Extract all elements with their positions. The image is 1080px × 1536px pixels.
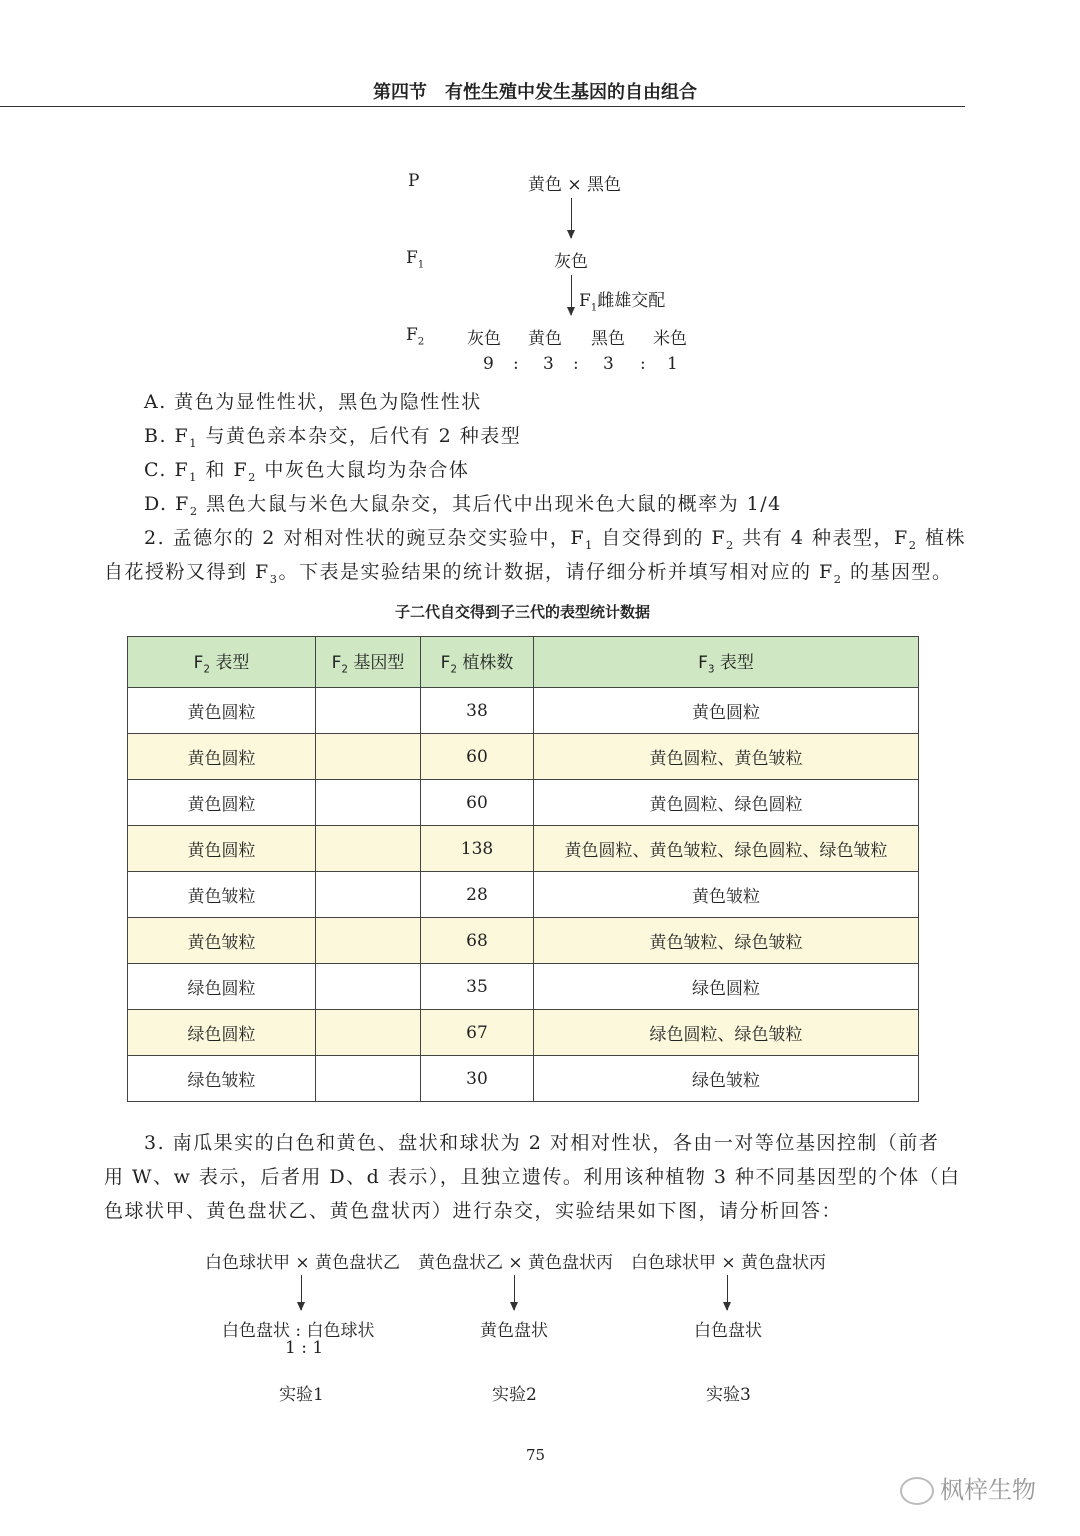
p-label: P <box>408 171 420 191</box>
cell-f3-phenotype: 黄色圆粒、黄色皱粒 <box>534 734 919 780</box>
option-c: C. $F_1$ 和 $F_2$ 中灰色大鼠均为杂合体 <box>144 459 470 484</box>
f2-phenotype: 灰色 <box>467 329 501 349</box>
cell-f2-phenotype: 黄色圆粒 <box>128 734 316 780</box>
table-row <box>128 780 919 826</box>
f3-data-table <box>127 636 919 1102</box>
table-row <box>128 918 919 964</box>
question-3-line2: 用 W、w 表示，后者用 D、d 表示），且独立遗传。利用该种植物 3 种不同基因型的个体（白 <box>104 1166 961 1188</box>
table-row <box>128 1010 919 1056</box>
cell-f2-genotype[interactable] <box>316 688 421 734</box>
table-row <box>128 826 919 872</box>
question-2-line2: 自花授粉又得到 $F_3$。下表是实验结果的统计数据，请仔细分析并填写相对应的 $F_2$ 的基因型。 <box>104 561 953 586</box>
ratio: 1 <box>667 354 678 374</box>
watermark: 枫梓生物 <box>900 1470 1036 1505</box>
cell-f2-genotype[interactable] <box>316 964 421 1010</box>
cell-f2-count: 30 <box>421 1056 534 1102</box>
cell-f2-count: 38 <box>421 688 534 734</box>
ratio: 3 <box>603 354 614 374</box>
ratio-sep: : <box>513 354 519 374</box>
question-3-line1: 3. 南瓜果实的白色和黄色、盘状和球状为 2 对相对性状，各由一对等位基因控制（前者 <box>144 1132 940 1154</box>
mating-label: $F_1$雌雄交配 <box>579 291 666 314</box>
col-f2-phenotype: $F_2$ 表型 <box>128 637 316 688</box>
arrow-down-icon <box>571 275 572 315</box>
cell-f2-genotype[interactable] <box>316 1010 421 1056</box>
cell-f2-count: 60 <box>421 780 534 826</box>
section-header: 第四节 有性生殖中发生基因的自由组合 <box>373 82 697 103</box>
option-a: A. 黄色为显性性状，黑色为隐性性状 <box>144 391 482 413</box>
table-row <box>128 872 919 918</box>
f2-phenotype: 黑色 <box>591 329 625 349</box>
cell-f2-count: 138 <box>421 826 534 872</box>
ratio-sep: : <box>573 354 579 374</box>
cell-f2-genotype[interactable] <box>316 918 421 964</box>
header-rule <box>0 106 965 107</box>
page-number: 75 <box>526 1446 546 1464</box>
option-d: D. $F_2$ 黑色大鼠与米色大鼠杂交，其后代中出现米色大鼠的概率为 1/4 <box>144 493 782 518</box>
f2-label: $F_2$ <box>406 325 425 348</box>
exp2-result: 黄色盘状 <box>480 1321 548 1341</box>
question-2-line1: 2. 孟德尔的 2 对相对性状的豌豆杂交实验中，$F_1$ 自交得到的 $F_2$ 共有 4 种表型，$F_2$ 植株 <box>144 527 966 552</box>
exp2-cross: 黄色盘状乙 × 黄色盘状丙 <box>418 1253 614 1273</box>
question-3-line3: 色球状甲、黄色盘状乙、黄色盘状丙）进行杂交，实验结果如下图，请分析回答： <box>104 1200 843 1222</box>
parents: 黄色 × 黑色 <box>528 175 622 195</box>
cell-f2-genotype[interactable] <box>316 780 421 826</box>
table-row <box>128 1056 919 1102</box>
cell-f2-genotype[interactable] <box>316 734 421 780</box>
col-f2-count: $F_2$ 植株数 <box>421 637 534 688</box>
f2-phenotype: 黄色 <box>528 329 562 349</box>
cell-f3-phenotype: 绿色圆粒、绿色皱粒 <box>534 1010 919 1056</box>
table-row <box>128 734 919 780</box>
arrow-down-icon <box>514 1275 515 1310</box>
ratio: 3 <box>543 354 554 374</box>
cell-f2-count: 67 <box>421 1010 534 1056</box>
f2-phenotype: 米色 <box>653 329 687 349</box>
wechat-icon <box>900 1477 934 1505</box>
col-f2-genotype: $F_2$ 基因型 <box>316 637 421 688</box>
arrow-down-icon <box>571 198 572 238</box>
cell-f2-count: 35 <box>421 964 534 1010</box>
arrow-down-icon <box>301 1275 302 1310</box>
cell-f2-phenotype: 绿色皱粒 <box>128 1056 316 1102</box>
cell-f3-phenotype: 黄色圆粒 <box>534 688 919 734</box>
cell-f3-phenotype: 黄色皱粒 <box>534 872 919 918</box>
arrow-down-icon <box>727 1275 728 1310</box>
exp1-cross: 白色球状甲 × 黄色盘状乙 <box>205 1253 401 1273</box>
exp3-cross: 白色球状甲 × 黄色盘状丙 <box>631 1253 827 1273</box>
table-title: 子二代自交得到子三代的表型统计数据 <box>394 603 650 621</box>
cell-f2-genotype[interactable] <box>316 1056 421 1102</box>
exp3-result: 白色盘状 <box>694 1321 762 1341</box>
cell-f3-phenotype: 黄色皱粒、绿色皱粒 <box>534 918 919 964</box>
exp3-label: 实验3 <box>706 1385 751 1405</box>
cell-f2-phenotype: 黄色皱粒 <box>128 918 316 964</box>
cell-f3-phenotype: 黄色圆粒、绿色圆粒 <box>534 780 919 826</box>
cell-f2-genotype[interactable] <box>316 872 421 918</box>
cell-f2-phenotype: 绿色圆粒 <box>128 1010 316 1056</box>
f1-phenotype: 灰色 <box>554 252 588 272</box>
cell-f2-count: 60 <box>421 734 534 780</box>
cell-f2-phenotype: 黄色圆粒 <box>128 780 316 826</box>
cell-f3-phenotype: 绿色皱粒 <box>534 1056 919 1102</box>
option-b: B. $F_1$ 与黄色亲本杂交，后代有 2 种表型 <box>144 425 522 450</box>
ratio-sep: : <box>640 354 646 374</box>
col-f3-phenotype: $F_3$ 表型 <box>534 637 919 688</box>
exp1-result: 白色盘状 : 白色球状 <box>222 1321 375 1341</box>
cell-f2-count: 68 <box>421 918 534 964</box>
table-header-row <box>128 637 919 688</box>
cell-f3-phenotype: 绿色圆粒 <box>534 964 919 1010</box>
cell-f2-phenotype: 黄色圆粒 <box>128 826 316 872</box>
exp1-ratio: 1 : 1 <box>285 1338 324 1358</box>
f1-label: $F_1$ <box>406 248 425 271</box>
exp1-label: 实验1 <box>279 1385 324 1405</box>
cell-f2-phenotype: 黄色圆粒 <box>128 688 316 734</box>
cell-f2-genotype[interactable] <box>316 826 421 872</box>
ratio: 9 <box>483 354 494 374</box>
cell-f2-phenotype: 黄色皱粒 <box>128 872 316 918</box>
exp2-label: 实验2 <box>492 1385 537 1405</box>
cell-f3-phenotype: 黄色圆粒、黄色皱粒、绿色圆粒、绿色皱粒 <box>534 826 919 872</box>
cell-f2-phenotype: 绿色圆粒 <box>128 964 316 1010</box>
cell-f2-count: 28 <box>421 872 534 918</box>
table-row <box>128 964 919 1010</box>
table-row <box>128 688 919 734</box>
